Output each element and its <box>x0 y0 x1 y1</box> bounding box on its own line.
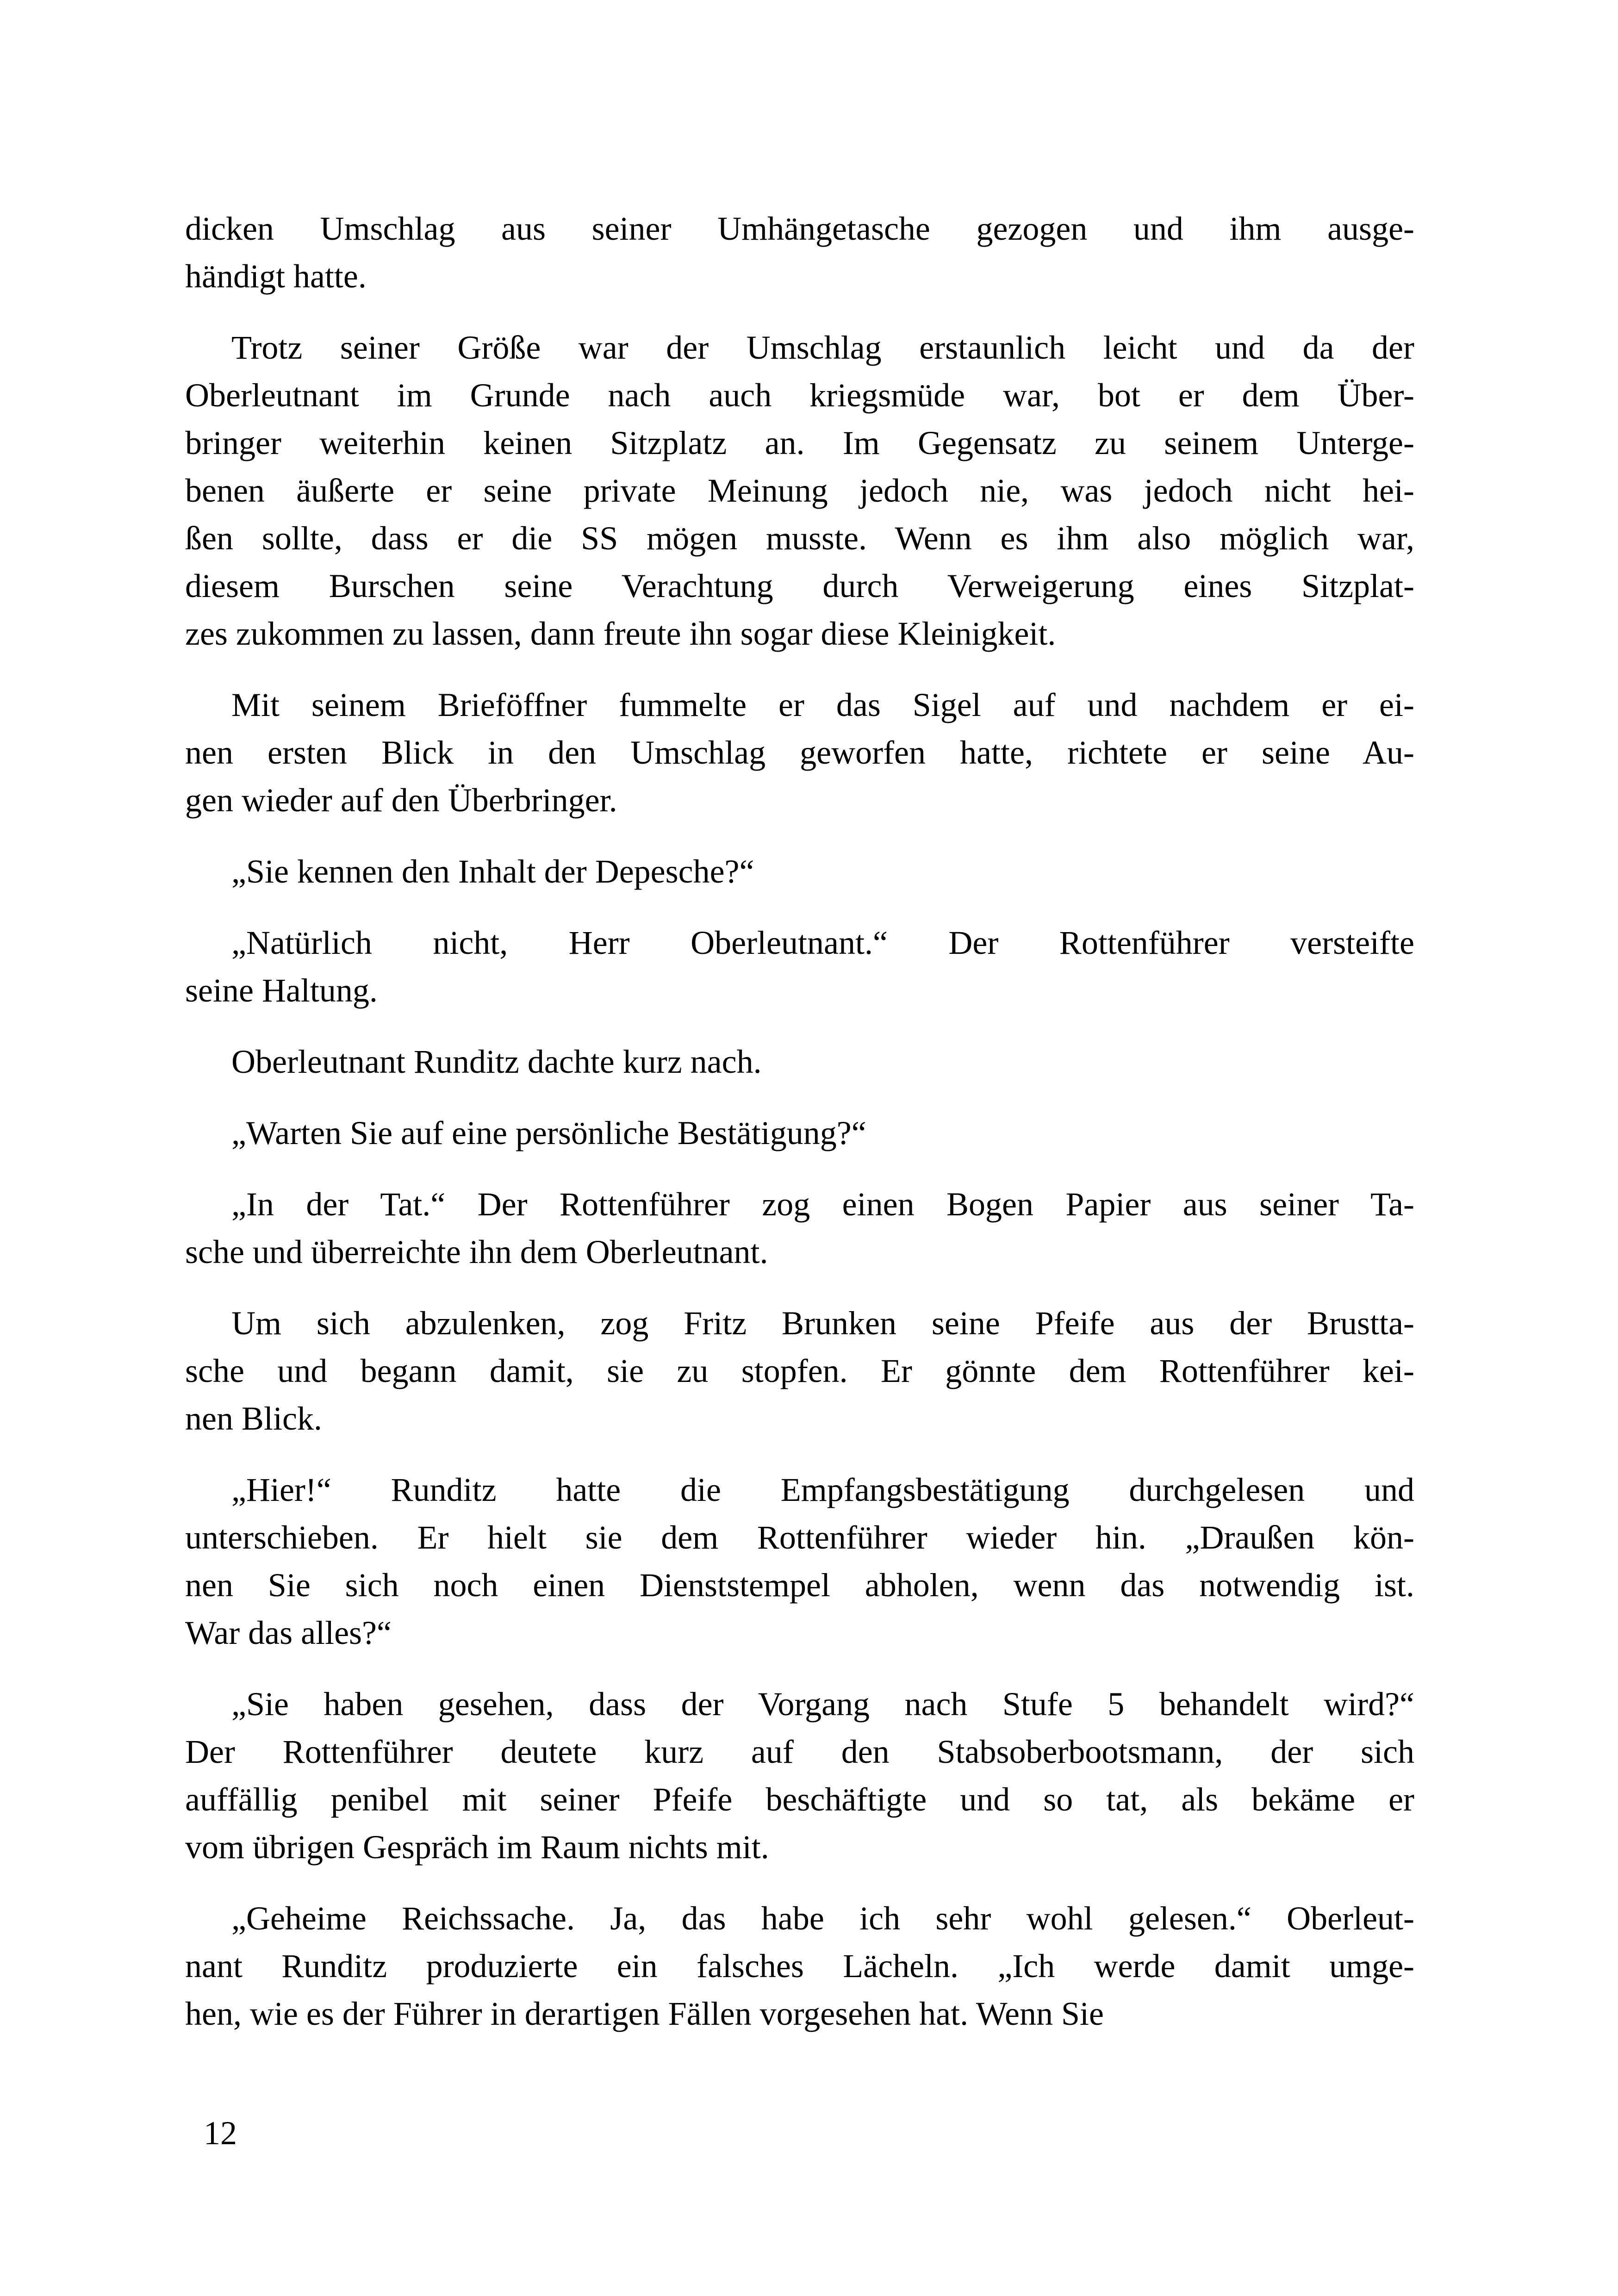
text-line: hen, wie es der Führer in derartigen Fällen vorgesehen hat. Wenn Sie <box>185 1995 1104 2032</box>
text-line: „Sie kennen den Inhalt der Depesche?“ <box>231 853 754 890</box>
paragraph <box>185 1895 1414 2038</box>
text-line: nant Runditz produzierte ein falsches Lächeln. „Ich werde damit umge- <box>185 1948 1414 1985</box>
text-line: Oberleutnant Runditz dachte kurz nach. <box>231 1043 762 1080</box>
body-text <box>185 205 1414 2038</box>
paragraph <box>185 205 1414 300</box>
page-number: 12 <box>204 2115 237 2152</box>
paragraph <box>185 1680 1414 1871</box>
text-line: gen wieder auf den Überbringer. <box>185 782 617 819</box>
text-line: nen Sie sich noch einen Dienststempel abholen, wenn das notwendig ist. <box>185 1567 1414 1604</box>
text-line: benen äußerte er seine private Meinung jedoch nie, was jedoch nicht hei- <box>185 472 1414 509</box>
paragraph <box>185 324 1414 658</box>
text-line: nen ersten Blick in den Umschlag geworfen hatte, richtete er seine Au- <box>185 734 1414 771</box>
text-line: War das alles?“ <box>185 1614 392 1651</box>
text-line: Oberleutnant im Grunde nach auch kriegsmüde war, bot er dem Über- <box>185 377 1414 414</box>
paragraph <box>185 1300 1414 1443</box>
text-line: auffällig penibel mit seiner Pfeife beschäftigte und so tat, als bekäme er <box>185 1781 1414 1818</box>
text-line: zes zukommen zu lassen, dann freute ihn sogar diese Kleinigkeit. <box>185 615 1056 652</box>
paragraph <box>185 1466 1414 1657</box>
text-line: Um sich abzulenken, zog Fritz Brunken seine Pfeife aus der Brustta- <box>231 1305 1414 1342</box>
paragraph <box>185 681 1414 824</box>
text-line: sche und überreichte ihn dem Oberleutnant. <box>185 1233 768 1270</box>
text-line: seine Haltung. <box>185 972 378 1009</box>
text-line: „Natürlich nicht, Herr Oberleutnant.“ Der Rottenführer versteifte <box>231 924 1414 961</box>
text-line: unterschieben. Er hielt sie dem Rottenführer wieder hin. „Draußen kön- <box>185 1519 1414 1556</box>
paragraph <box>185 1038 1414 1086</box>
text-line: sche und begann damit, sie zu stopfen. Er gönnte dem Rottenführer kei- <box>185 1352 1414 1389</box>
paragraph <box>185 848 1414 896</box>
text-line: Mit seinem Brieföffner fummelte er das Sigel auf und nachdem er ei- <box>231 686 1414 723</box>
text-line: diesem Burschen seine Verachtung durch Verweigerung eines Sitzplat- <box>185 567 1414 604</box>
text-line: „Hier!“ Runditz hatte die Empfangsbestätigung durchgelesen und <box>231 1471 1414 1508</box>
paragraph <box>185 1109 1414 1157</box>
text-line: ßen sollte, dass er die SS mögen musste. Wenn es ihm also möglich war, <box>185 520 1414 557</box>
paragraph <box>185 1181 1414 1276</box>
text-line: „In der Tat.“ Der Rottenführer zog einen Bogen Papier aus seiner Ta- <box>231 1186 1414 1223</box>
text-line: vom übrigen Gespräch im Raum nichts mit. <box>185 1829 769 1866</box>
text-line: Trotz seiner Größe war der Umschlag erstaunlich leicht und da der <box>231 329 1414 366</box>
text-line: nen Blick. <box>185 1400 322 1437</box>
text-line: bringer weiterhin keinen Sitzplatz an. Im Gegensatz zu seinem Unterge- <box>185 424 1414 461</box>
text-line: Der Rottenführer deutete kurz auf den Stabsoberbootsmann, der sich <box>185 1733 1414 1770</box>
text-line: „Geheime Reichssache. Ja, das habe ich sehr wohl gelesen.“ Oberleut- <box>231 1900 1414 1937</box>
paragraph <box>185 919 1414 1014</box>
text-line: „Warten Sie auf eine persönliche Bestätigung?“ <box>231 1114 866 1151</box>
text-line: „Sie haben gesehen, dass der Vorgang nach Stufe 5 behandelt wird?“ <box>231 1686 1414 1723</box>
text-line: händigt hatte. <box>185 258 367 295</box>
text-line: dicken Umschlag aus seiner Umhängetasche gezogen und ihm ausge- <box>185 210 1414 247</box>
